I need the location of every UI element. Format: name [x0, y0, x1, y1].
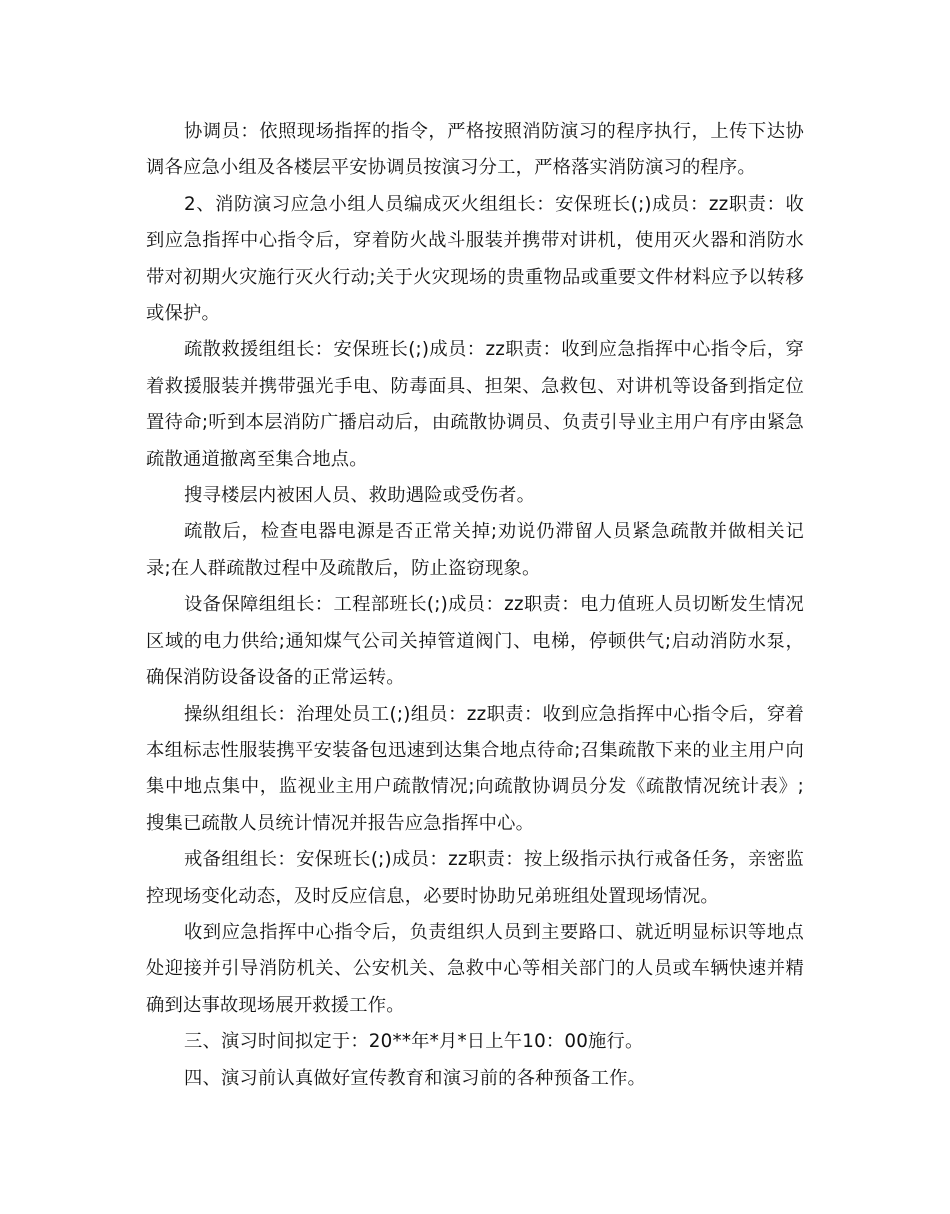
- document-body: [146, 114, 804, 1097]
- paragraph-guide-responders: 收到应急指挥中心指令后，负责组织人员到主要路口、就近明显标识等地点处迎接并引导消防机关、公安机关、急救中心等相关部门的人员或车辆快速并精确到达事故现场展开救援工作。: [146, 921, 804, 1016]
- paragraph-evacuation-rescue-group: 疏散救援组组长：安保班长(;)成员：zz职责：收到应急指挥中心指令后，穿着救援服装并携带强光手电、防毒面具、担架、急救包、对讲机等设备到指定位置待命;听到本层消防广播启动后，由疏散协调员、负责引导业主用户有序由紧急疏散通道撤离至集合地点。: [146, 339, 804, 470]
- paragraph-control-group: 操纵组组长：治理处员工(;)组员：zz职责：收到应急指挥中心指令后，穿着本组标志性服装携平安装备包迅速到达集合地点待命;召集疏散下来的业主用户向集中地点集中，监视业主用户疏散情况;向疏散协调员分发《疏散情况统计表》;搜集已疏散人员统计情况并报告应急指挥中心。: [146, 703, 804, 834]
- paragraph-drill-time: 三、演习时间拟定于：20**年*月*日上午10：00施行。: [184, 1031, 644, 1053]
- paragraph-after-evacuation: 疏散后，检查电器电源是否正常关掉;劝说仍滞留人员紧急疏散并做相关记录;在人群疏散过程中及疏散后，防止盗窃现象。: [146, 521, 804, 579]
- paragraph-guard-group: 戒备组组长：安保班长(;)成员：zz职责：按上级指示执行戒备任务，亲密监控现场变化动态，及时反应信息，必要时协助兄弟班组处置现场情况。: [146, 849, 804, 907]
- paragraph-coordinator: 协调员：依照现场指挥的指令，严格按照消防演习的程序执行，上传下达协调各应急小组及各楼层平安协调员按演习分工，严格落实消防演习的程序。: [146, 121, 804, 179]
- paragraph-firefighting-group: 2、消防演习应急小组人员编成灭火组组长：安保班长(;)成员：zz职责：收到应急指挥中心指令后，穿着防火战斗服装并携带对讲机，使用灭火器和消防水带对初期火灾施行灭火行动;关于火灾现场的贵重物品或重要文件材料应予以转移或保护。: [146, 193, 804, 325]
- paragraph-search-trapped: 搜寻楼层内被困人员、救助遇险或受伤者。: [184, 485, 536, 507]
- paragraph-drill-preparation: 四、演习前认真做好宣传教育和演习前的各种预备工作。: [184, 1067, 647, 1089]
- paragraph-equipment-support-group: 设备保障组组长：工程部班长(;)成员：zz职责：电力值班人员切断发生情况区域的电力供给;通知煤气公司关掉管道阀门、电梯，停顿供气;启动消防水泵，确保消防设备设备的正常运转。: [146, 594, 804, 689]
